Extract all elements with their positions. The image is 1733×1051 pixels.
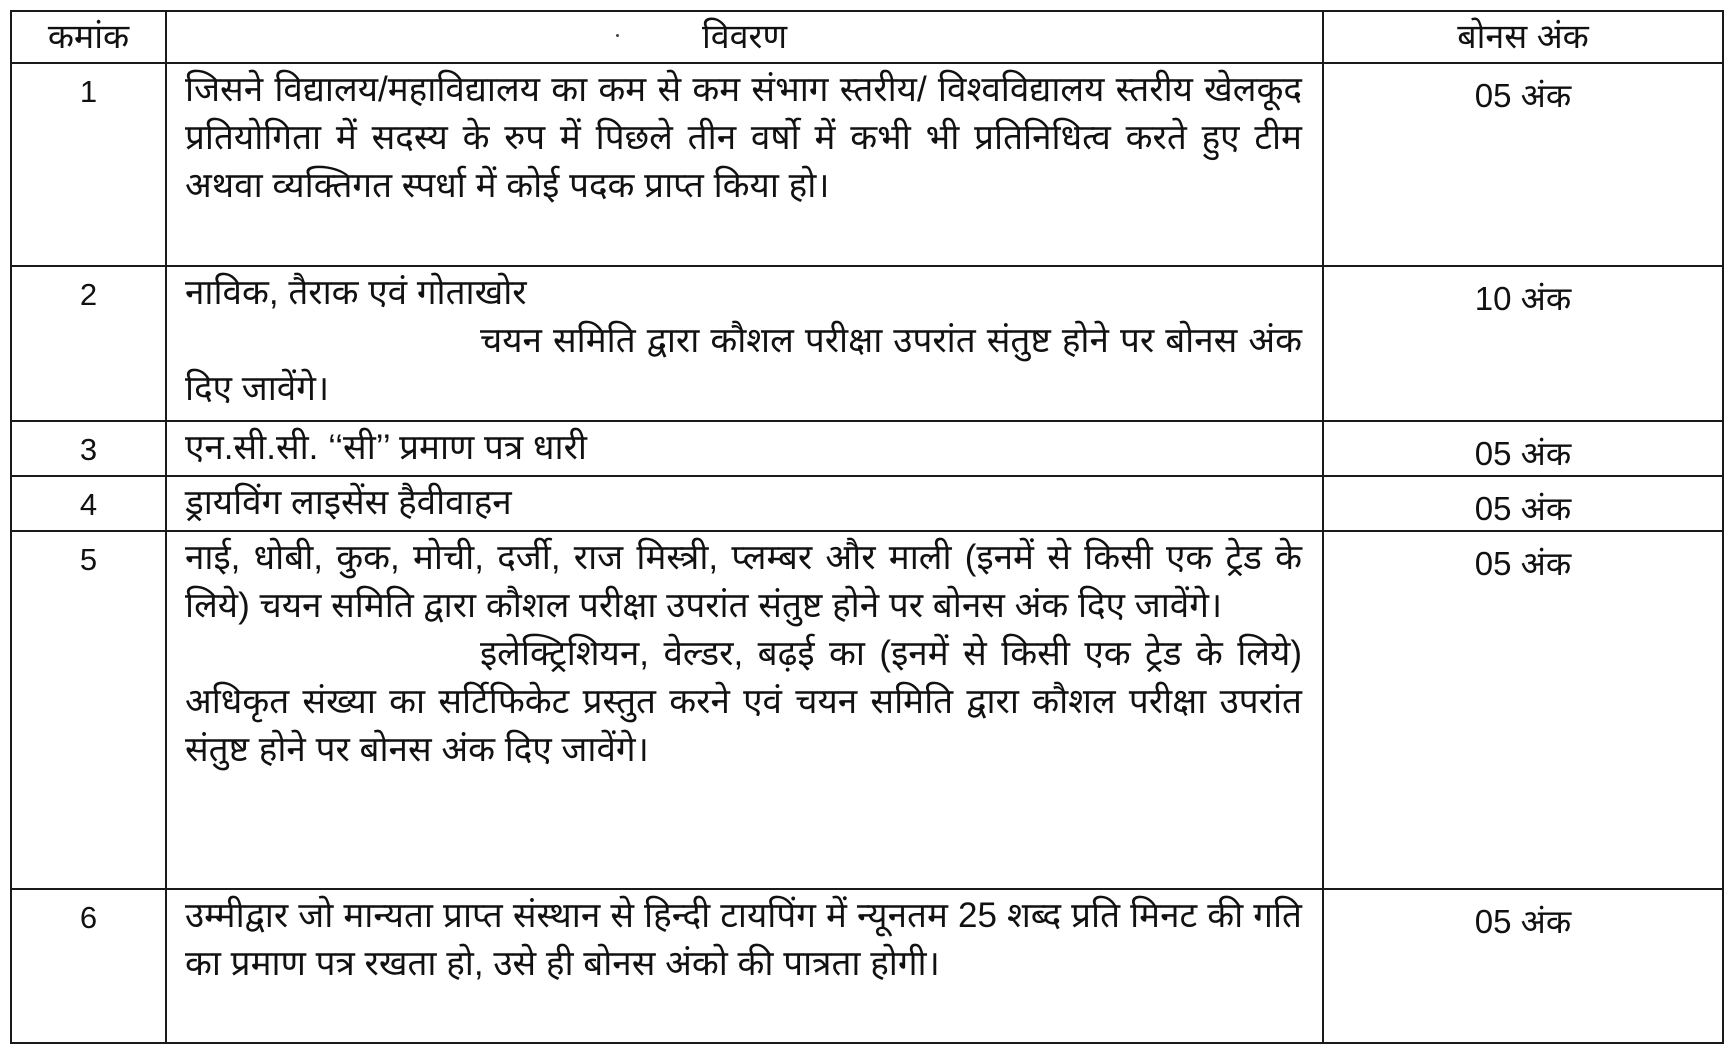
serial-cell: 4 [11, 476, 166, 531]
description-text: ड्रायविंग लाइसेंस हैवीवाहन [185, 483, 512, 522]
bonus-cell: 05 अंक [1323, 63, 1723, 266]
description-cell [166, 889, 1323, 1043]
table-row [11, 421, 1723, 476]
table-row [11, 63, 1723, 266]
bonus-cell: 05 अंक [1323, 476, 1723, 531]
serial-cell: 1 [11, 63, 166, 266]
table-row [11, 889, 1723, 1043]
description-cell [166, 266, 1323, 421]
table-row [11, 476, 1723, 531]
bonus-cell: 05 अंक [1323, 531, 1723, 889]
description-text: नाई, धोबी, कुक, मोची, दर्जी, राज मिस्त्री, प्लम्बर और माली (इनमें से किसी एक ट्रेड के लिये) चयन समिति द्वारा कौशल परीक्षा उपरांत संतुष्ट होने पर बोनस अंक दिए जावेंगे। [185, 538, 1302, 625]
description-text: नाविक, तैराक एवं गोताखोर [185, 273, 527, 312]
description-text: इलेक्ट्रिशियन, वेल्डर, बढ़ई का (इनमें से किसी एक ट्रेड के लिये) अधिकृत संख्या का सर्टिफिकेट प्रस्तुत करने एवं चयन समिति द्वारा कौशल परीक्षा उपरांत संतुष्ट होने पर बोनस अंक दिए जावेंगे। [185, 634, 1302, 769]
bonus-marks-table [10, 10, 1724, 1044]
header-bonus: बोनस अंक [1323, 11, 1723, 63]
description-text: जिसने विद्यालय/महाविद्यालय का कम से कम संभाग स्तरीय/ विश्वविद्यालय स्तरीय खेलकूद प्रतियोगिता में सदस्य के रुप में पिछले तीन वर्षो में कभी भी प्रतिनिधित्व करते हुए टीम अथवा व्यक्तिगत स्पर्धा में कोई पदक प्राप्त किया हो। [185, 70, 1302, 205]
description-text: चयन समिति द्वारा कौशल परीक्षा उपरांत संतुष्ट होने पर बोनस अंक दिए जावेंगे। [185, 321, 1302, 408]
bonus-cell: 10 अंक [1323, 266, 1723, 421]
description-text: एन.सी.सी. ‘‘सी’’ प्रमाण पत्र धारी [185, 428, 587, 467]
table-row [11, 531, 1723, 889]
description-cell [166, 476, 1323, 531]
description-cell [166, 63, 1323, 266]
header-serial: कमांक [11, 11, 166, 63]
table-header-row [11, 11, 1723, 63]
serial-cell: 6 [11, 889, 166, 1043]
description-cell [166, 531, 1323, 889]
serial-cell: 3 [11, 421, 166, 476]
serial-cell: 2 [11, 266, 166, 421]
serial-cell: 5 [11, 531, 166, 889]
header-description: विवरण [166, 11, 1323, 63]
description-cell [166, 421, 1323, 476]
description-text: उम्मीद्वार जो मान्यता प्राप्त संस्थान से हिन्दी टायपिंग में न्यूनतम 25 शब्द प्रति मिनट की गति का प्रमाण पत्र रखता हो, उसे ही बोनस अंको की पात्रता होगी। [185, 896, 1302, 983]
bonus-cell: 05 अंक [1323, 421, 1723, 476]
table-row [11, 266, 1723, 421]
bonus-cell: 05 अंक [1323, 889, 1723, 1043]
